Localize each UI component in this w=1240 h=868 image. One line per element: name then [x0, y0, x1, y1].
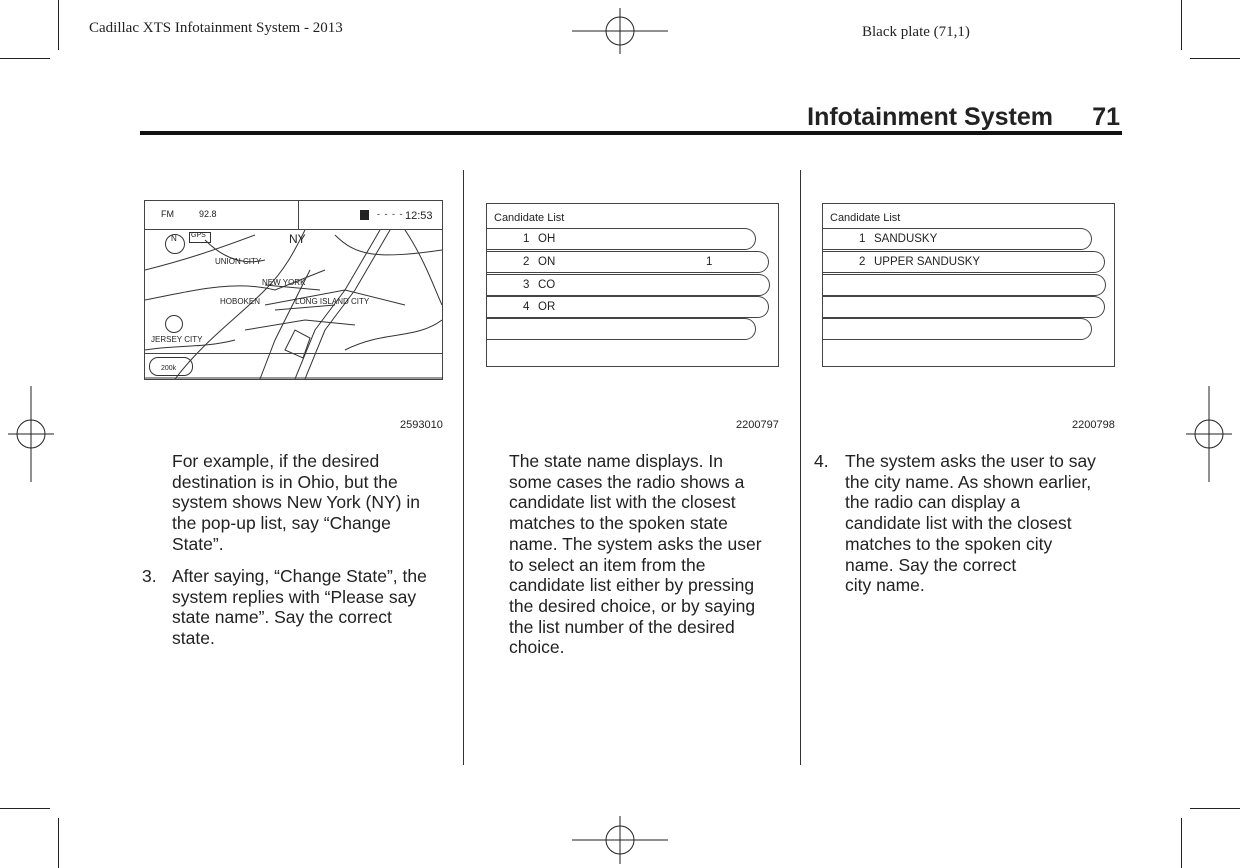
map-screen — [144, 200, 443, 380]
place-hoboken: HOBOKEN — [220, 297, 261, 306]
step-4-text: The system asks the user to say the city name. As shown earlier, the radio can display a candidate list with the closest matches to the spoken city name. Say the correct city name. — [845, 451, 1096, 596]
city-candidate-screen — [822, 203, 1115, 367]
page-title: Infotainment System — [807, 103, 1053, 131]
state-candidate-screen — [486, 203, 779, 367]
place-ny: NY — [289, 232, 306, 246]
list-item — [487, 318, 756, 340]
col2-paragraph: The state name displays. In some cases the radio shows a candidate list with the closest matches to the spoken state name. The system asks the user to select an item from the candidate list either by pressing the desired choice, or by saying the list number of the desired choice. — [509, 451, 762, 658]
place-jersey-city: JERSEY CITY — [151, 335, 203, 344]
list-item — [823, 296, 1105, 318]
place-long-island-city: LONG ISLAND CITY — [295, 297, 370, 306]
frequency-label: 92.8 — [199, 209, 217, 219]
compass-label: N — [171, 234, 177, 243]
col1-paragraph: For example, if the desired destination is in Ohio, but the system shows New York (NY) in the pop-up list, say “Change State”. — [172, 451, 420, 554]
list-item: 1 SANDUSKY — [823, 228, 1092, 250]
column-divider — [800, 170, 801, 765]
header-rule — [140, 131, 1122, 135]
list-item: 2 ON 1 — [487, 251, 769, 273]
candidate-list-title: Candidate List — [830, 212, 901, 224]
band-label: FM — [161, 209, 174, 219]
column-divider — [463, 170, 464, 765]
map-roads — [145, 230, 442, 379]
slug-left: Cadillac XTS Infotainment System - 2013 — [89, 20, 343, 36]
list-item: 1 OH — [487, 228, 756, 250]
page-number: 71 — [1092, 103, 1120, 131]
step-4-number: 4. — [814, 451, 829, 471]
step-3-number: 3. — [142, 566, 157, 586]
list-item: 2 UPPER SANDUSKY — [823, 251, 1105, 273]
figure-id: 2200798 — [1072, 419, 1115, 431]
scale-label: 200k — [161, 365, 177, 372]
signal-icon: - - - - — [377, 209, 404, 219]
place-union-city: UNION CITY — [215, 257, 262, 266]
list-item — [823, 274, 1106, 296]
gps-label: GPS — [191, 232, 206, 239]
figure-id: 2200797 — [736, 419, 779, 431]
list-item: 4 OR — [487, 296, 769, 318]
list-item: 3 CO — [487, 274, 770, 296]
step-3-text: After saying, “Change State”, the system replies with “Please say state name”. Say the correct state. — [172, 566, 427, 649]
clock: 12:53 — [405, 210, 433, 222]
list-item — [823, 318, 1092, 340]
info-icon — [360, 210, 369, 220]
candidate-list-title: Candidate List — [494, 212, 565, 224]
figure-id: 2593010 — [400, 419, 443, 431]
zoom-icon — [165, 315, 183, 333]
place-new-york: NEW YORK — [262, 278, 306, 287]
slug-right: Black plate (71,1) — [862, 24, 970, 40]
